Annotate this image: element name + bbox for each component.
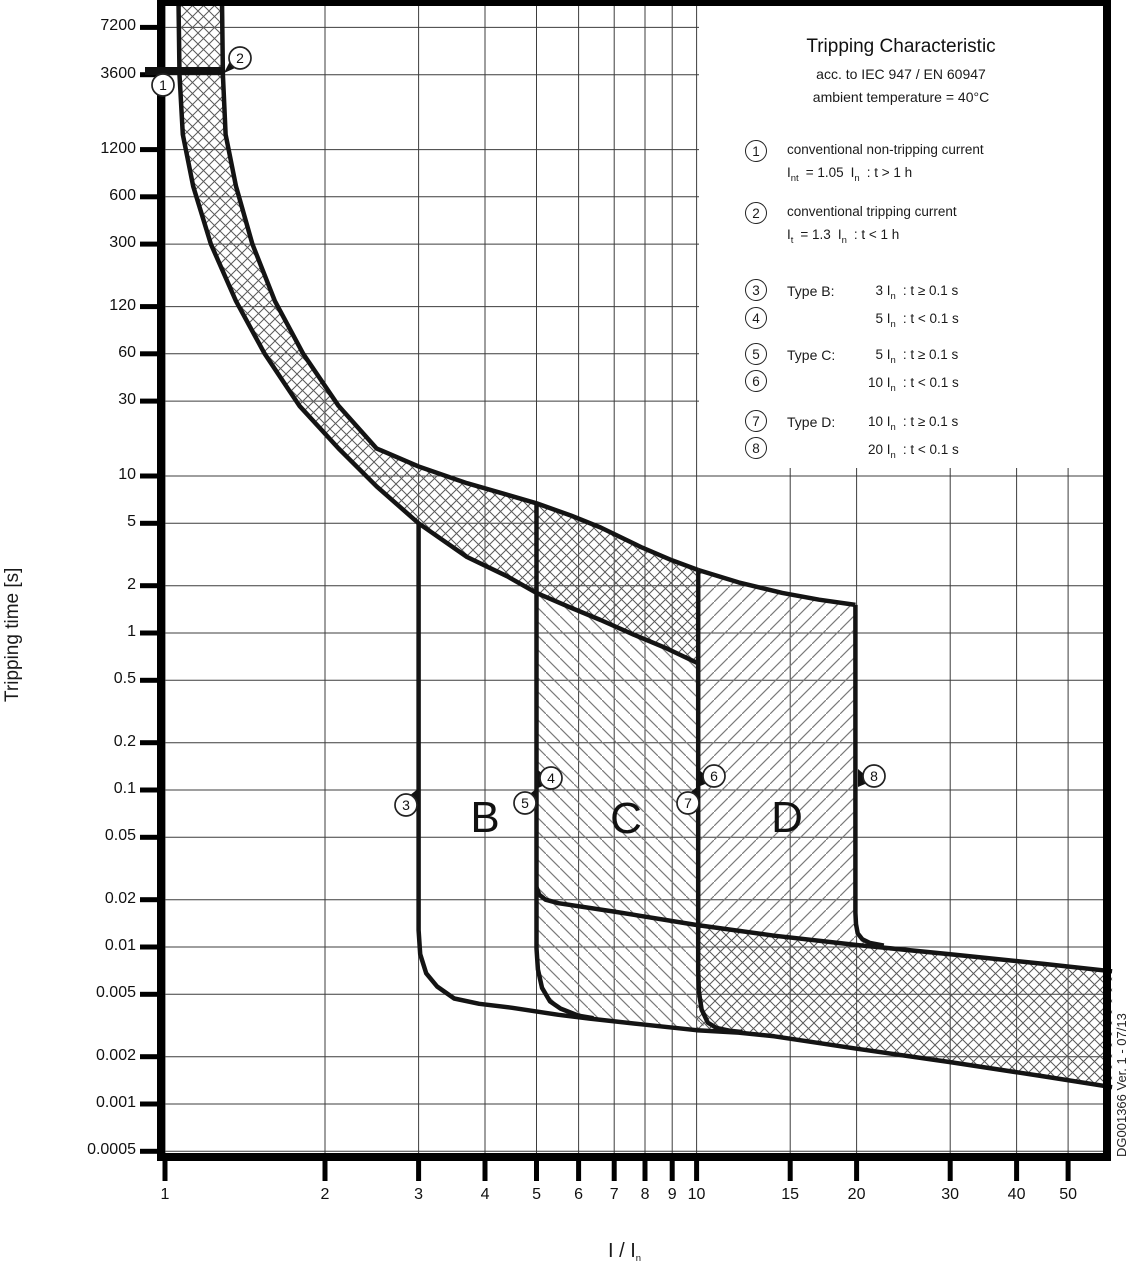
y-tick-label: 300 [109,234,136,252]
y-tick [140,194,157,199]
plot-frame-edge [157,0,165,1161]
y-tick [140,1102,157,1107]
y-tick [140,399,157,404]
legend-type-b-row-1: 3 $I_n$ : t ≥ 0.1 s [875,283,959,302]
y-tick [140,631,157,636]
document-reference-note: DG001366 Ver. 1 - 07/13 [1114,1013,1129,1157]
legend-type-d-row-1: 10 $I_n$ : t ≥ 0.1 s [867,414,959,433]
legend-marker-4: 4 [745,307,767,329]
y-tick-label: 600 [109,186,136,204]
x-tick-label: 7 [609,1186,619,1203]
x-tick-label: 20 [847,1186,866,1203]
annotation-pointer [145,67,225,75]
y-tick [140,788,157,793]
annotation-number-8: 8 [870,768,878,784]
legend-type-c-row-1: 5 $I_n$ : t ≥ 0.1 s [875,347,959,366]
plot-frame-edge [157,1153,1111,1161]
x-tick-label: 6 [574,1186,584,1203]
x-tick [694,1161,699,1181]
legend-marker-6: 6 [745,370,767,392]
annotation-number-2: 2 [236,50,244,66]
y-axis-title: Tripping time [s] [2,567,23,702]
y-tick-label: 1200 [100,139,136,157]
x-tick [483,1161,488,1181]
y-tick-label: 5 [127,513,136,531]
annotation-number-1: 1 [159,77,167,93]
y-tick [140,521,157,526]
legend-item-2-description: conventional tripping current [787,204,957,219]
y-tick [140,945,157,950]
x-tick [1014,1161,1019,1181]
x-axis-tick-labels [0,1186,1130,1210]
x-tick [948,1161,953,1181]
y-tick [140,351,157,356]
y-tick-label: 0.02 [104,889,136,907]
legend-type-c-label: Type C: [787,347,836,363]
y-tick [140,147,157,152]
y-tick [140,1149,157,1154]
x-tick-label: 9 [667,1186,677,1203]
legend-type-d-row-2: 20 $I_n$ : t < 0.1 s [867,442,959,461]
region-label-type-b: B [470,793,500,842]
legend-type-b-row-2: 5 $I_n$ : t < 0.1 s [875,311,959,330]
y-tick [140,304,157,309]
y-tick [140,835,157,840]
legend-marker-5: 5 [745,343,767,365]
annotation-number-5: 5 [521,795,529,811]
annotation-number-7: 7 [684,795,692,811]
region-label-type-d: D [771,793,803,842]
y-tick [140,678,157,683]
y-tick-label: 0.0005 [87,1141,136,1159]
y-tick-label: 120 [109,296,136,314]
annotation-number-6: 6 [710,768,718,784]
x-tick-label: 2 [320,1186,330,1203]
y-tick-label: 0.001 [95,1094,136,1111]
legend-type-b-label: Type B: [787,283,835,299]
y-tick-label: 0.5 [113,670,136,688]
y-tick [140,740,157,745]
y-tick [140,242,157,247]
x-tick [416,1161,421,1181]
legend-marker-8: 8 [745,437,767,459]
annotation-number-3: 3 [402,797,410,813]
x-tick-label: 40 [1007,1186,1026,1203]
chart-subtitle-standard: acc. to IEC 947 / EN 60947 [816,66,986,82]
x-tick-label: 15 [781,1186,800,1203]
x-tick [643,1161,648,1181]
x-tick-label: 10 [687,1186,706,1203]
x-tick [163,1161,168,1181]
x-tick-label: 50 [1059,1186,1077,1203]
y-tick-label: 0.002 [95,1046,136,1064]
region-thermal-band [179,2,699,664]
x-tick-label: 1 [160,1186,170,1203]
y-tick [140,25,157,30]
legend-marker-7: 7 [745,410,767,432]
y-tick [140,897,157,902]
y-tick-label: 0.2 [113,732,136,750]
y-tick-label: 0.005 [95,984,136,1002]
plot-frame-edge [1103,0,1111,1161]
x-tick [854,1161,859,1181]
x-tick-label: 3 [414,1186,424,1203]
region-label-type-c: C [610,794,642,843]
y-tick [140,583,157,588]
legend-type-d-label: Type D: [787,414,836,430]
x-tick [670,1161,675,1181]
y-tick [140,992,157,997]
x-tick [788,1161,793,1181]
y-tick-label: 3600 [100,64,136,82]
y-tick-label: 7200 [100,17,136,35]
x-axis-title: I / $I_n$ [608,1240,642,1264]
chart-subtitle-temperature: ambient temperature = 40°C [812,89,990,105]
y-tick [140,1054,157,1059]
legend-marker-1: 1 [745,140,767,162]
x-tick [1066,1161,1071,1181]
legend-item-1-description: conventional non-tripping current [787,142,984,157]
annotation-number-4: 4 [547,770,555,786]
y-tick [140,474,157,479]
y-tick-label: 2 [127,575,136,593]
legend-item-2-formula: $I_t = 1.3$ $I_n$ : t < 1 h [787,227,900,246]
x-tick-label: 4 [480,1186,490,1203]
x-tick-label: 30 [941,1186,960,1203]
legend-type-c-row-2: 10 $I_n$ : t < 0.1 s [867,375,959,394]
y-tick-label: 10 [118,466,136,483]
legend-panel [699,6,1103,468]
legend-marker-2: 2 [745,202,767,224]
x-tick-label: 5 [532,1186,541,1203]
legend-marker-3: 3 [745,279,767,301]
y-tick-label: 0.1 [113,780,136,797]
y-tick-label: 1 [127,623,136,640]
legend-item-1-formula: $I_{nt} = 1.05$ $I_n$ : t > 1 h [787,165,913,184]
chart-title: Tripping Characteristic [806,36,996,57]
x-tick-label: 8 [640,1186,650,1203]
y-tick-label: 0.05 [104,827,136,845]
x-tick [323,1161,328,1181]
x-tick [534,1161,539,1181]
x-tick [612,1161,617,1181]
y-tick-label: 60 [118,343,136,361]
x-tick [576,1161,581,1181]
y-tick-label: 30 [118,391,136,409]
y-tick-label: 0.01 [104,937,136,954]
